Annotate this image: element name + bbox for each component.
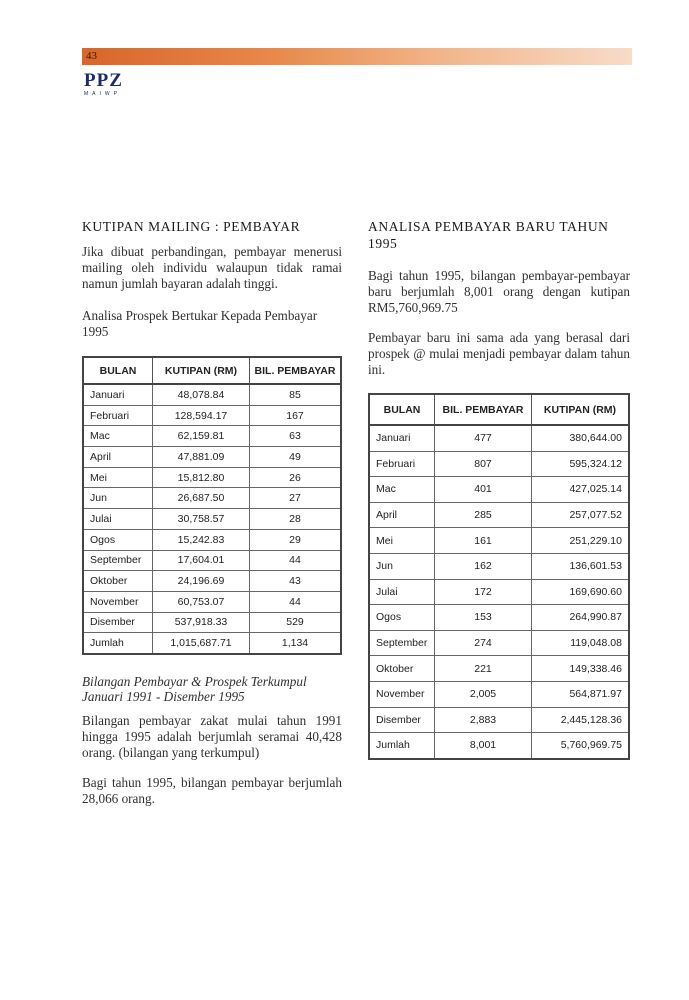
left-paragraph-2: Analisa Prospek Bertukar Kepada Pembayar 1995 [82,308,318,339]
value-cell: 17,604.01 [153,550,250,571]
table-row [369,681,629,707]
value-cell: 49 [250,447,342,468]
month-cell: November [83,591,153,612]
value-cell: 15,812.80 [153,467,250,488]
table-header-row [83,357,341,384]
table-row [83,405,341,426]
value-cell: 1,015,687.71 [153,633,250,654]
value-cell: 161 [435,528,532,554]
value-cell: 48,078.84 [153,384,250,405]
value-cell: 153 [435,605,532,631]
value-cell: 149,338.46 [532,656,630,682]
month-cell: September [83,550,153,571]
prospect-conversion-table [82,356,342,655]
table-row [83,509,341,530]
table-row [83,467,341,488]
table-row [369,605,629,631]
month-cell: September [369,630,435,656]
month-cell: Mei [83,467,153,488]
value-cell: 167 [250,405,342,426]
table-row [83,384,341,405]
table-body [83,384,341,654]
table-row [369,425,629,451]
value-cell: 136,601.53 [532,553,630,579]
header-bar [82,48,632,65]
value-cell: 60,753.07 [153,591,250,612]
value-cell: 274 [435,630,532,656]
value-cell: 427,025.14 [532,477,630,503]
value-cell: 1,134 [250,633,342,654]
month-cell: Ogos [83,529,153,550]
value-cell: 15,242.83 [153,529,250,550]
value-cell: 43 [250,571,342,592]
table-row [83,529,341,550]
left-heading: KUTIPAN MAILING : PEMBAYAR [82,219,301,234]
value-cell: 285 [435,502,532,528]
column-header: BULAN [83,357,153,384]
column-header: KUTIPAN (RM) [532,394,630,425]
table-row [83,488,341,509]
month-cell: Julai [83,509,153,530]
table-row [369,579,629,605]
month-cell: Jun [369,553,435,579]
month-cell: Januari [369,425,435,451]
value-cell: 251,229.10 [532,528,630,554]
month-cell: Jun [83,488,153,509]
month-cell: Oktober [83,571,153,592]
column-header: KUTIPAN (RM) [153,357,250,384]
left-column [82,218,342,807]
right-paragraph-1: Bagi tahun 1995, bilangan pembayar-pembayar baru berjumlah 8,001 orang dengan kutipan RM5,760,969.75 [368,268,630,315]
value-cell: 44 [250,550,342,571]
left-caption: Bilangan Pembayar & Prospek Terkumpul Januari 1991 - Disember 1995 [82,673,307,704]
value-cell: 47,881.09 [153,447,250,468]
left-paragraph-4: Bagi tahun 1995, bilangan pembayar berjumlah 28,066 orang. [82,774,342,806]
month-cell: Jumlah [369,733,435,759]
column-header: BIL. PEMBAYAR [250,357,342,384]
table-row [369,733,629,759]
value-cell: 401 [435,477,532,503]
logo-main-text: PPZ [84,70,123,91]
right-paragraph-2: Pembayar baru ini sama ada yang berasal dari prospek @ mulai menjadi pembayar dalam tahun ini. [368,330,630,377]
column-header: BIL. PEMBAYAR [435,394,532,425]
value-cell: 257,077.52 [532,502,630,528]
new-payer-table [368,393,630,760]
value-cell: 807 [435,451,532,477]
month-cell: Jumlah [83,633,153,654]
value-cell: 27 [250,488,342,509]
right-heading: ANALISA PEMBAYAR BARU TAHUN 1995 [368,219,609,251]
value-cell: 221 [435,656,532,682]
value-cell: 44 [250,591,342,612]
value-cell: 119,048.08 [532,630,630,656]
month-cell: November [369,681,435,707]
table-row [83,426,341,447]
value-cell: 24,196.69 [153,571,250,592]
month-cell: April [83,447,153,468]
month-cell: Disember [369,707,435,733]
value-cell: 30,758.57 [153,509,250,530]
value-cell: 85 [250,384,342,405]
table-header-row [369,394,629,425]
value-cell: 595,324.12 [532,451,630,477]
value-cell: 172 [435,579,532,605]
table-row [369,477,629,503]
month-cell: April [369,502,435,528]
value-cell: 28 [250,509,342,530]
value-cell: 26,687.50 [153,488,250,509]
month-cell: Mac [83,426,153,447]
left-paragraph-3: Bilangan pembayar zakat mulai tahun 1991 hingga 1995 adalah berjumlah seramai 40,428 orang. (bilangan yang terkumpul) [82,712,342,760]
right-column [368,218,630,760]
month-cell: Mac [369,477,435,503]
value-cell: 564,871.97 [532,681,630,707]
month-cell: Februari [83,405,153,426]
value-cell: 2,883 [435,707,532,733]
column-header: BULAN [369,394,435,425]
value-cell: 477 [435,425,532,451]
value-cell: 8,001 [435,733,532,759]
table-row [369,553,629,579]
table-row [83,612,341,633]
month-cell: Oktober [369,656,435,682]
month-cell: Januari [83,384,153,405]
left-paragraph-1: Jika dibuat perbandingan, pembayar menerusi mailing oleh individu walaupun tidak ramai namun jumlah bayaran adalah tinggi. [82,244,342,291]
month-cell: Februari [369,451,435,477]
value-cell: 63 [250,426,342,447]
ppz-logo [84,71,144,97]
logo-sub-text: MAIWP [84,91,121,97]
value-cell: 128,594.17 [153,405,250,426]
value-cell: 29 [250,529,342,550]
table-row [369,707,629,733]
table-row [369,502,629,528]
value-cell: 26 [250,467,342,488]
month-cell: Julai [369,579,435,605]
table-body [369,425,629,759]
value-cell: 169,690.60 [532,579,630,605]
table-row [83,550,341,571]
value-cell: 5,760,969.75 [532,733,630,759]
table-row [83,591,341,612]
table-row [83,633,341,654]
table-row [369,656,629,682]
table-row [369,630,629,656]
table-row [83,447,341,468]
value-cell: 264,990.87 [532,605,630,631]
month-cell: Disember [83,612,153,633]
table-row [369,528,629,554]
value-cell: 162 [435,553,532,579]
value-cell: 529 [250,612,342,633]
value-cell: 2,005 [435,681,532,707]
value-cell: 2,445,128.36 [532,707,630,733]
value-cell: 62,159.81 [153,426,250,447]
value-cell: 537,918.33 [153,612,250,633]
table-row [369,451,629,477]
month-cell: Ogos [369,605,435,631]
page-number: 43 [86,50,97,62]
month-cell: Mei [369,528,435,554]
value-cell: 380,644.00 [532,425,630,451]
table-row [83,571,341,592]
